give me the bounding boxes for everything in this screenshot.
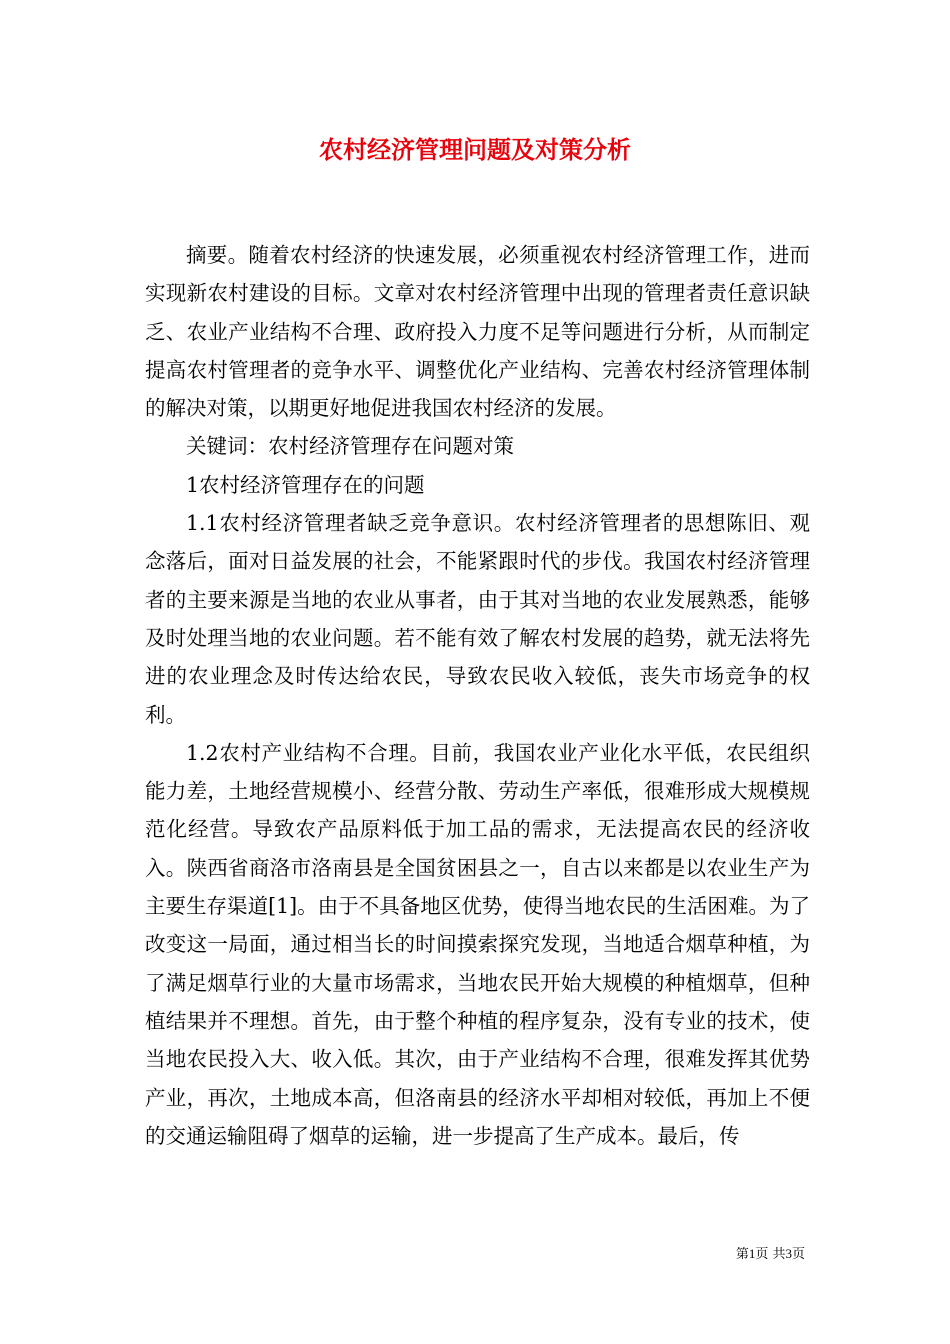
- subsection-1-1-paragraph: 1.1农村经济管理者缺乏竞争意识。农村经济管理者的思想陈旧、观念落后，面对日益发展的社会，不能紧跟时代的步伐。我国农村经济管理者的主要来源是当地的农业从事者，由于其对当地的农业发展熟悉，能够及时处理当地的农业问题。若不能有效了解农村发展的趋势，就无法将先进的农业理念及时传达给农民，导致农民收入较低，丧失市场竞争的权利。: [145, 511, 810, 727]
- footer-total-pages: 3: [785, 1246, 792, 1261]
- footer-prefix: 第: [735, 1247, 749, 1262]
- footer-suffix: 页: [791, 1247, 805, 1262]
- document-body: [145, 236, 810, 1155]
- keywords-paragraph: 关键词：农村经济管理存在问题对策: [186, 434, 514, 459]
- footer-current-page: 1: [748, 1246, 756, 1261]
- abstract-paragraph: 摘要。随着农村经济的快速发展，必须重视农村经济管理工作，进而实现新农村建设的目标。文章对农村经济管理中出现的管理者责任意识缺乏、农业产业结构不合理、政府投入力度不足等问题进行分析，从而制定提高农村管理者的竞争水平、调整优化产业结构、完善农村经济管理体制的解决对策，以期更好地促进我国农村经济的发展。: [145, 243, 810, 421]
- page-footer: [736, 1245, 805, 1264]
- footer-middle: 页 共: [755, 1247, 786, 1262]
- document-title: 农村经济管理问题及对策分析: [319, 135, 631, 164]
- subsection-1-2-paragraph: 1.2农村产业结构不合理。目前，我国农业产业化水平低，农民组织能力差，土地经营规模小、经营分散、劳动生产率低，很难形成大规模规范化经营。导致农产品原料低于加工品的需求，无法提高农民的经济收入。陕西省商洛市洛南县是全国贫困县之一，自古以来都是以农业生产为主要生存渠道[1]。由于不具备地区优势，使得当地农民的生活困难。为了改变这一局面，通过相当长的时间摸索探究发现，当地适合烟草种植，为了满足烟草行业的大量市场需求，当地农民开始大规模的种植烟草，但种植结果并不理想。首先，由于整个种植的程序复杂，没有专业的技术，使当地农民投入大、收入低。其次，由于产业结构不合理，很难发挥其优势产业，再次，土地成本高，但洛南县的经济水平却相对较低，再加上不便的交通运输阻碍了烟草的运输，进一步提高了生产成本。最后，传: [145, 740, 810, 1148]
- section-heading: 1农村经济管理存在的问题: [186, 472, 425, 497]
